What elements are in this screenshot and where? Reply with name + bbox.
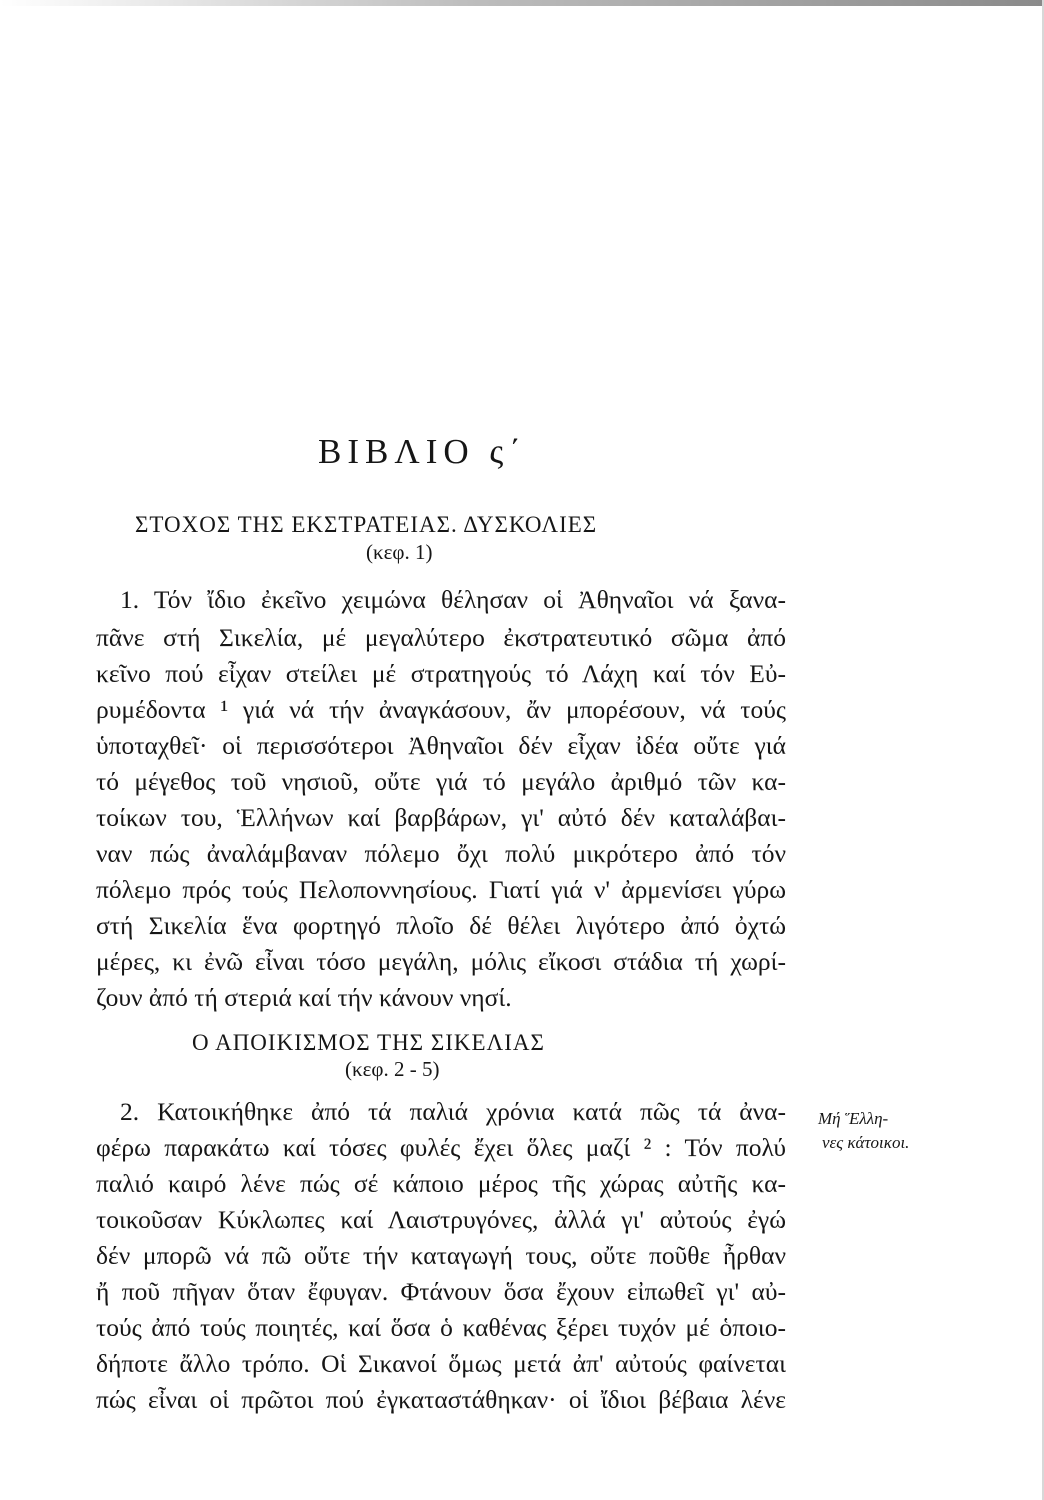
text-line: πᾶνε στή Σικελία, μέ μεγαλύτερο ἐκστρατευτικό σῶμα ἀπό [96,623,786,652]
scan-top-edge [0,0,1044,6]
text-line: ρυμέδοντα ¹ γιά νά τήν ἀναγκάσουν, ἄν μπορέσουν, νά τούς [96,695,786,724]
text-line: πώς εἶναι οἱ πρῶτοι πού ἐγκαταστάθηκαν· οἱ ἴδιοι βέβαια λένε [96,1385,786,1414]
section-1-heading: ΣΤΟΧΟΣ ΤΗΣ ΕΚΣΤΡΑΤΕΙΑΣ. ΔΥΣΚΟΛΙΕΣ [135,512,598,537]
text-line: μέρες, κι ἐνῶ εἶναι τόσο μεγάλη, μόλις εἴκοσι στάδια τή χωρί- [96,947,786,976]
text-line: τοίκων του, Ἑλλήνων καί βαρβάρων, γι' αὐτό δέν καταλάβαι- [96,803,786,832]
text-line: 1. Τόν ἴδιο ἐκεῖνο χειμώνα θέλησαν οἱ Ἀθηναῖοι νά ξανα- [120,585,786,614]
section-2-subheading: (κεφ. 2 - 5) [345,1057,440,1081]
text-line: κεῖνο πού εἶχαν στείλει μέ στρατηγούς τό Λάχη καί τόν Εὐ- [96,659,786,688]
text-line: τούς ἀπό τούς ποιητές, καί ὅσα ὁ καθένας ξέρει τυχόν μέ ὁποιο- [96,1313,786,1342]
text-line: τό μέγεθος τοῦ νησιοῦ, οὔτε γιά τό μεγάλο ἀριθμό τῶν κα- [96,767,786,796]
text-line: στή Σικελία ἕνα φορτηγό πλοῖο δέ θέλει λιγότερο ἀπό ὀχτώ [96,911,786,940]
text-line: πόλεμο πρός τούς Πελοποννησίους. Γιατί γιά ν' ἀρμενίσει γύρω [96,875,786,904]
text-line: ζουν ἀπό τή στεριά καί τήν κάνουν νησί. [96,983,512,1012]
text-line: ὑποταχθεῖ· οἱ περισσότεροι Ἀθηναῖοι δέν εἶχαν ἰδέα οὔτε γιά [96,731,786,760]
text-line: δήποτε ἄλλο τρόπο. Οἱ Σικανοί ὅμως μετά ἀπ' αὐτούς φαίνεται [96,1349,786,1378]
margin-note-line: νες κάτοικοι. [822,1133,910,1152]
section-2-heading: Ο ΑΠΟΙΚΙΣΜΟΣ ΤΗΣ ΣΙΚΕΛΙΑΣ [192,1030,545,1055]
text-line: τοικοῦσαν Κύκλωπες καί Λαιστρυγόνες, ἀλλά γι' αὐτούς ἐγώ [96,1205,786,1234]
text-line: παλιό καιρό λένε πώς σέ κάποιο μέρος τῆς χώρας αὐτῆς κα- [96,1169,786,1198]
text-line: φέρω παρακάτω καί τόσες φυλές ἔχει ὅλες μαζί ² : Τόν πολύ [96,1133,786,1162]
text-line: 2. Κατοικήθηκε ἀπό τά παλιά χρόνια κατά πῶς τά ἀνα- [120,1097,786,1126]
margin-note-line: Μή Ἕλλη- [818,1109,889,1128]
text-line: ναν πώς ἀναλάμβαναν πόλεμο ὄχι πολύ μικρότερο ἀπό τόν [96,839,786,868]
section-1-subheading: (κεφ. 1) [366,540,433,564]
text-line: δέν μπορῶ νά πῶ οὔτε τήν καταγωγή τους, οὔτε ποῦθε ἦρθαν [96,1241,786,1270]
text-line: ἤ ποῦ πῆγαν ὅταν ἔφυγαν. Φτάνουν ὅσα ἔχουν εἰπωθεῖ γι' αὐ- [96,1277,786,1306]
book-title: ΒΙΒΛΙΟ ς΄ [318,432,527,471]
